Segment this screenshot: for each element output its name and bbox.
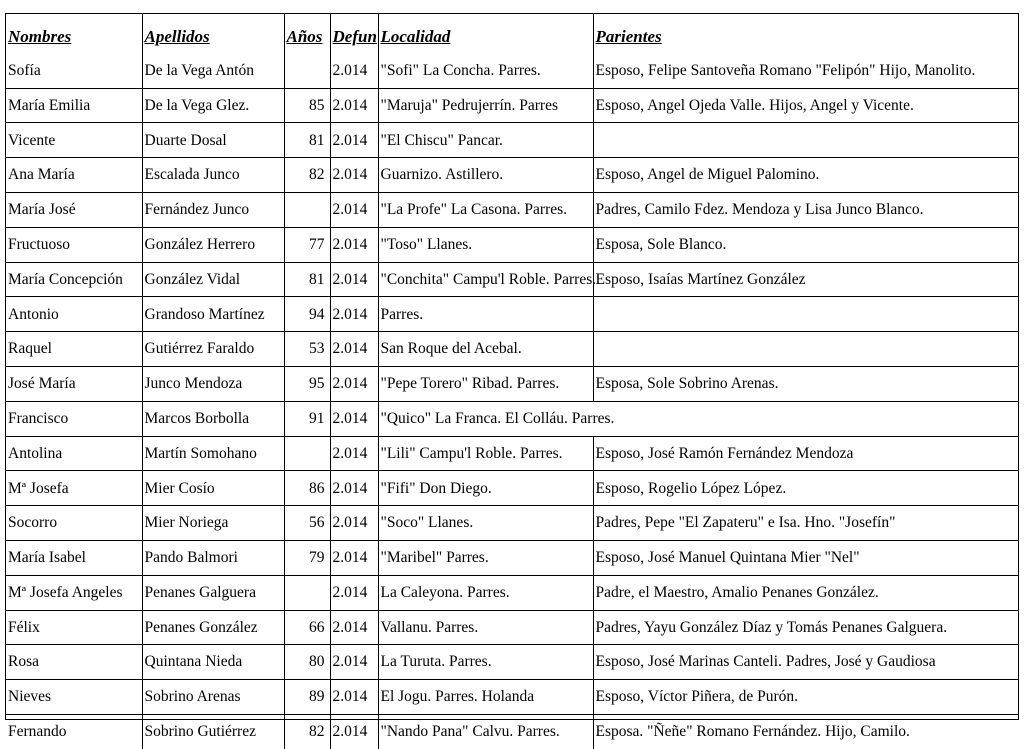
cell-localidad[interactable]: Guarnizo. Astillero. [378, 158, 593, 193]
cell-defun[interactable]: 2.014 [330, 436, 378, 471]
cell-nombre[interactable]: Vicente [6, 123, 142, 158]
cell-defun[interactable]: 2.014 [330, 471, 378, 506]
cell-parientes[interactable]: Esposo, Isaías Martínez González [593, 262, 1018, 297]
cell-localidad[interactable]: "Toso" Llanes. [378, 227, 593, 262]
cell-parientes[interactable]: Esposo, Víctor Piñera, de Purón. [593, 680, 1018, 715]
table-row [6, 54, 1018, 88]
spreadsheet [5, 13, 1019, 741]
cell-nombre[interactable]: Mª Josefa [6, 471, 142, 506]
cell-parientes[interactable] [593, 401, 1018, 436]
table-row [6, 262, 1018, 297]
cell-defun[interactable]: 2.014 [330, 123, 378, 158]
cell-nombre[interactable]: Mª Josefa Angeles [6, 575, 142, 610]
cell-defun[interactable]: 2.014 [330, 54, 378, 88]
header-apellidos[interactable]: Apellidos [142, 14, 284, 54]
cell-localidad[interactable]: La Caleyona. Parres. [378, 575, 593, 610]
cell-anos[interactable]: 91 [284, 401, 330, 436]
cell-defun[interactable]: 2.014 [330, 297, 378, 332]
cell-anos[interactable]: 89 [284, 680, 330, 715]
cell-parientes[interactable]: Esposa. "Ñeñe" Romano Fernández. Hijo, Camilo. [595, 723, 910, 741]
cell-localidad[interactable]: "El Chiscu" Pancar. [378, 123, 593, 158]
table-row [6, 227, 1018, 262]
cell-localidad[interactable]: "La Profe" La Casona. Parres. [378, 192, 593, 227]
cell-apellidos[interactable]: González Herrero [142, 227, 284, 262]
cell-apellidos[interactable]: Penanes Galguera [142, 575, 284, 610]
cell-apellidos[interactable]: Duarte Dosal [142, 123, 284, 158]
cell-parientes[interactable]: Esposo, Angel de Miguel Palomino. [593, 158, 1018, 193]
cell-localidad[interactable]: "Lili" Campu'l Roble. Parres. [378, 436, 593, 471]
cell-apellidos[interactable]: González Vidal [142, 262, 284, 297]
cell-defun[interactable]: 2.014 [330, 645, 378, 680]
cell-nombre[interactable]: Fernando [6, 714, 142, 748]
cell-defun[interactable]: 2.014 [330, 714, 378, 748]
cell-anos[interactable]: 86 [284, 471, 330, 506]
cell-localidad[interactable]: Vallanu. Parres. [378, 610, 593, 645]
cell-parientes[interactable]: Padres, Yayu González Díaz y Tomás Penanes Galguera. [593, 610, 1018, 645]
cell-localidad[interactable]: El Jogu. Parres. Holanda [378, 680, 593, 715]
table-row [6, 714, 1018, 748]
cell-apellidos[interactable]: Gutiérrez Faraldo [142, 332, 284, 367]
cell-apellidos[interactable]: Escalada Junco [142, 158, 284, 193]
table-row [6, 158, 1018, 193]
cell-apellidos[interactable]: Pando Balmori [142, 540, 284, 575]
table-row [6, 610, 1018, 645]
cell-defun[interactable]: 2.014 [330, 158, 378, 193]
table-row [6, 645, 1018, 680]
header-row [6, 14, 1018, 54]
cell-anos[interactable]: 81 [284, 262, 330, 297]
cell-anos[interactable] [284, 54, 330, 88]
cell-nombre[interactable]: Ana María [6, 158, 142, 193]
table-row [6, 332, 1018, 367]
table-row [6, 401, 1018, 436]
cell-parientes[interactable] [593, 297, 1018, 332]
cell-anos[interactable]: 95 [284, 366, 330, 401]
cell-nombre[interactable]: María Emilia [6, 88, 142, 123]
cell-localidad[interactable]: "Maruja" Pedrujerrín. Parres [378, 88, 593, 123]
cell-parientes[interactable]: Esposo, Felipe Santoveña Romano "Felipón" Hijo, Manolito. [593, 54, 1018, 88]
cell-apellidos[interactable]: Junco Mendoza [142, 366, 284, 401]
cell-localidad[interactable]: "Conchita" Campu'l Roble. Parres. [378, 262, 593, 297]
cell-anos[interactable]: 81 [284, 123, 330, 158]
header-localidad[interactable]: Localidad [378, 14, 593, 54]
table-row [6, 575, 1018, 610]
cell-anos[interactable] [284, 436, 330, 471]
cell-nombre[interactable]: María Isabel [6, 540, 142, 575]
cell-defun[interactable]: 2.014 [330, 540, 378, 575]
cell-apellidos[interactable]: Mier Noriega [142, 506, 284, 541]
cell-localidad[interactable]: Parres. [378, 297, 593, 332]
cell-parientes[interactable]: Padres, Camilo Fdez. Mendoza y Lisa Junco Blanco. [593, 192, 1018, 227]
cell-defun[interactable]: 2.014 [330, 575, 378, 610]
cell-defun[interactable]: 2.014 [330, 332, 378, 367]
cell-anos[interactable]: 82 [284, 158, 330, 193]
cell-nombre[interactable]: José María [6, 366, 142, 401]
cell-defun[interactable]: 2.014 [330, 192, 378, 227]
cell-parientes[interactable] [593, 123, 1018, 158]
cell-nombre[interactable]: Fructuoso [6, 227, 142, 262]
header-nombres[interactable]: Nombres [6, 14, 142, 54]
header-defun[interactable]: Defun [330, 14, 378, 54]
cell-parientes[interactable]: Padre, el Maestro, Amalio Penanes González. [593, 575, 1018, 610]
cell-localidad[interactable]: "Soco" Llanes. [378, 506, 593, 541]
cell-defun[interactable]: 2.014 [330, 262, 378, 297]
cell-anos[interactable]: 82 [284, 714, 330, 748]
cell-apellidos[interactable]: Sobrino Arenas [142, 680, 284, 715]
table-row [6, 297, 1018, 332]
cell-anos[interactable]: 77 [284, 227, 330, 262]
cell-parientes[interactable] [593, 332, 1018, 367]
cell-apellidos[interactable]: Quintana Nieda [142, 645, 284, 680]
cell-nombre[interactable]: Raquel [6, 332, 142, 367]
cell-nombre[interactable]: María José [6, 192, 142, 227]
cell-anos[interactable]: 85 [284, 88, 330, 123]
cell-apellidos[interactable]: Sobrino Gutiérrez [142, 714, 284, 748]
cell-defun[interactable]: 2.014 [330, 366, 378, 401]
cell-parientes[interactable]: Esposo, José Manuel Quintana Mier "Nel" [593, 540, 1018, 575]
cell-apellidos[interactable]: Martín Somohano [142, 436, 284, 471]
cell-anos[interactable]: 79 [284, 540, 330, 575]
cell-apellidos[interactable]: Marcos Borbolla [142, 401, 284, 436]
cell-parientes[interactable]: Padres, Pepe "El Zapateru" e Isa. Hno. "Josefín" [593, 506, 1018, 541]
table-row [6, 123, 1018, 158]
cell-parientes[interactable]: Esposo, Rogelio López López. [593, 471, 1018, 506]
cell-localidad[interactable]: La Turuta. Parres. [378, 645, 593, 680]
cell-parientes[interactable]: Esposa, Sole Sobrino Arenas. [593, 366, 1018, 401]
cell-localidad[interactable]: "Nando Pana" Calvu. Parres. [378, 714, 593, 748]
table-row [6, 680, 1018, 715]
cell-apellidos[interactable]: De la Vega Glez. [142, 88, 284, 123]
cell-nombre[interactable]: Rosa [6, 645, 142, 680]
table-row [6, 436, 1018, 471]
cell-nombre[interactable]: Félix [6, 610, 142, 645]
cell-apellidos[interactable]: Mier Cosío [142, 471, 284, 506]
header-parientes[interactable]: Parientes [595, 27, 662, 47]
table-row [6, 366, 1018, 401]
table-row [6, 540, 1018, 575]
cell-localidad[interactable]: "Maribel" Parres. [378, 540, 593, 575]
cell-anos[interactable]: 53 [284, 332, 330, 367]
cell-defun[interactable]: 2.014 [330, 401, 378, 436]
cell-defun[interactable]: 2.014 [330, 506, 378, 541]
cell-anos[interactable]: 80 [284, 645, 330, 680]
cell-anos[interactable]: 94 [284, 297, 330, 332]
cell-nombre[interactable]: Antolina [6, 436, 142, 471]
header-anos[interactable]: Años [284, 14, 330, 54]
cell-parientes[interactable]: Esposo, José Ramón Fernández Mendoza [593, 436, 1018, 471]
cell-defun[interactable]: 2.014 [330, 680, 378, 715]
cell-anos[interactable]: 56 [284, 506, 330, 541]
cell-nombre[interactable]: Francisco [6, 401, 142, 436]
cell-defun[interactable]: 2.014 [330, 610, 378, 645]
cell-parientes[interactable]: Esposa, Sole Blanco. [593, 227, 1018, 262]
table-row [6, 506, 1018, 541]
cell-anos[interactable] [284, 192, 330, 227]
cell-localidad[interactable]: "Quico" La Franca. El Colláu. Parres. [378, 401, 593, 436]
cell-nombre[interactable]: Antonio [6, 297, 142, 332]
cell-apellidos[interactable]: De la Vega Antón [142, 54, 284, 88]
cell-apellidos[interactable]: Penanes González [142, 610, 284, 645]
cell-defun[interactable]: 2.014 [330, 227, 378, 262]
cell-nombre[interactable]: Socorro [6, 506, 142, 541]
cell-localidad[interactable]: "Fifi" Don Diego. [378, 471, 593, 506]
table-row [6, 88, 1018, 123]
deceased-table [6, 14, 1018, 749]
cell-nombre[interactable]: Nieves [6, 680, 142, 715]
table-row [6, 192, 1018, 227]
table-row [6, 471, 1018, 506]
cell-localidad[interactable]: "Pepe Torero" Ribad. Parres. [378, 366, 593, 401]
cell-anos[interactable]: 66 [284, 610, 330, 645]
cell-defun[interactable]: 2.014 [330, 88, 378, 123]
cell-apellidos[interactable]: Grandoso Martínez [142, 297, 284, 332]
cell-localidad[interactable]: San Roque del Acebal. [378, 332, 593, 367]
cell-localidad[interactable]: "Sofi" La Concha. Parres. [378, 54, 593, 88]
cell-apellidos[interactable]: Fernández Junco [142, 192, 284, 227]
cell-anos[interactable] [284, 575, 330, 610]
cell-parientes[interactable]: Esposo, José Marinas Canteli. Padres, José y Gaudiosa [593, 645, 1018, 680]
cell-nombre[interactable]: María Concepción [6, 262, 142, 297]
cell-nombre[interactable]: Sofía [6, 54, 142, 88]
cell-parientes[interactable]: Esposo, Angel Ojeda Valle. Hijos, Angel y Vicente. [593, 88, 1018, 123]
